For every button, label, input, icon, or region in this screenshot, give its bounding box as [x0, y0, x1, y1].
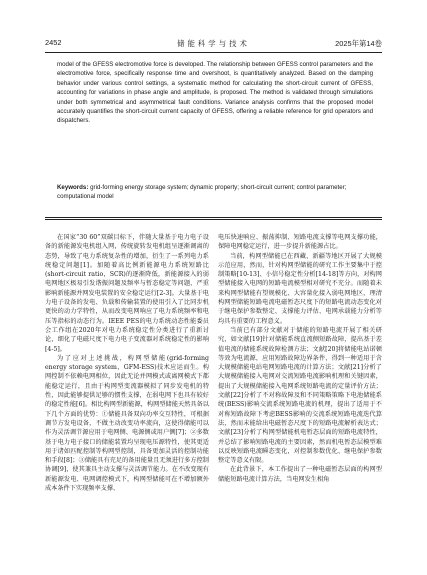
body-paragraph: 电压快速响应、振荡抑制、短路电流支撑等电网支撑功能，保障电网稳定运行，进一步提升新能源占比。	[218, 234, 382, 251]
running-head	[45, 38, 382, 52]
body-paragraph: 当前已有部分文献对于储能的短路电流开展了相关研究，如文献[19]针对储能系统直流侧短路故障，提出基于差值电流的储能系统故障检测方法；文献[20]将储能电站诺顿等效为电流源，应用短路故障边界条件，得到一种适用于含大规模储能电站电网短路电流的计算方法；文献[21]分析了大规模储能接入电网对交流短路电流影响机理和关键因素，提出了大规模储能接入电网系统短路电流的定量评价方法；文献[22]分析了不对称故障及和不同策略策略下电池储能系统(BESS)影响交流系统短路电流的机理，提出了适用于不对称短路故障下考虑BESS影响的交流系统短路电流迭代算法，然而未能给出电磁暂态尺度下的短路电流解析表达式；文献[23]分析了构网型储能机电暂态层面的短路电流特性，并总结了影响短路电流的主要因素，然而机电暂态层模型难以反映短路电流瞬态变化，对控制参数优化、继电保护参数整定等意义有限。	[218, 326, 382, 465]
section-divider-lower	[45, 219, 382, 220]
keywords-text: grid-forming energy storage system; dynamic property; short-circuit current; control parameter; computational model	[57, 184, 347, 201]
section-divider-upper	[45, 217, 382, 218]
body-paragraph: 在国家“30 60”双碳目标下，伴随大量基于电力电子设备的新能源发电机组入网，传统旋转发电机组呈逐渐调离的态势，导致了电力系统复杂性的增加，衍生了一系列电力系统稳定问题[1]。加随着高比例新能源电力系统短路比(short-circuit ratio，SCR)的逐渐降低，新能源接入的弱电网地区极易引发谐振问题及频率与暂态稳定等问题，严重影响新能源并网发电装置的安全稳定运行[2-3]。大量基于电力电子设备的发电、负载和传输装置的使用引入了比同步机更快的动力学特性，从而改变电网响应了电力系统频率和电压等指标的动态行为。IEEE PES的电力系统动态性能委员会工作组在2020年对电力系统稳定性分类进行了重新讨论，细化了电磁尺度下电力电子变流器对系统稳定性的影响[4-5]。	[45, 234, 209, 353]
issue-label: 2025年第14卷	[335, 39, 382, 48]
keywords	[57, 183, 373, 202]
body-column-right	[218, 233, 382, 484]
body-paragraph: 在此背景下，本工作提出了一种电磁暂态层面的构网型储能短路电流计算方法，当电网发生相角	[218, 466, 382, 483]
page-number: 2452	[45, 38, 62, 47]
body-paragraph: 为了应对上述挑战，构网型储能(grid-forming energy storage system，GFM-ESS)技术应运而生。构网控制不依赖电网相位，因此无论并网模式或离网模式下都能稳定运行，且由于构网型变流器模拟了同步发电机的特性，因此能够提供足够的惯性支撑，在弱电网下也具有较好的稳定性能[6]。相比构网型新能源，构网型储能天然具备以下几个方面的优势：①储能具备双向功率交互特性，可根据调节方发电设备，不做主动改变功率流向，这使得储能可以作为灵活调节源应用于电网侧、电源侧或用户侧[7]；②多数基于电力电子接口的储能装置均呈现电压源特性，使其更适用于诸如匹配控制等构网型控制，具备更加灵活的控制功能和手段[8]；③储能具有充足的备用能量且无须进行多方控制协调[9]，使其兼具主动支撑与灵活调节能力。在不改变现有新能源发电、电网调控模式下，构网型储能可在不增加额外成本条件下实现频率支撑、	[45, 354, 209, 493]
journal-title: 储能科学与技术	[177, 39, 250, 48]
keywords-label: Keywords:	[57, 184, 89, 191]
body-paragraph: 当前，构网型储能已在西藏、新疆等地区开展了大规模示范应用，然而，针对构网型储能的研究工作主要集中于控制策略[10-13]、小信号稳定性分析[14-18]等方向，对构网型储能接入电网的短路电流模型相对研究不充分。而随着未来构网型储能有望规模化、大容量化接入弱电网地区，理清构网型储能短路电流电磁暂态尺度下的短路电流动态变化对于继电保护参数整定、支撑能力评估、电网承载能力分析等均具有重要的工程意义。	[218, 252, 382, 325]
english-abstract: model of the GFESS electromotive force is developed. The relationship between GFESS control parameters and the electromotive force, specifically response time and overshoot, is quantitatively analyzed. Based on the damping behavior under various control settings, a systematic method for calculating the short-circuit current of GFESS, accounting for variations in phase angle and amplitude, is proposed. The method is validated through simulations under both symmetrical and asymmetrical fault conditions. Variance analysis confirms that the proposed model accurately quantifies the short-circuit current capacity of GFESS, offering a reliable reference for grid operators and dispatchers.	[57, 61, 373, 125]
body-column-left	[45, 233, 209, 493]
header-rule	[45, 52, 382, 53]
